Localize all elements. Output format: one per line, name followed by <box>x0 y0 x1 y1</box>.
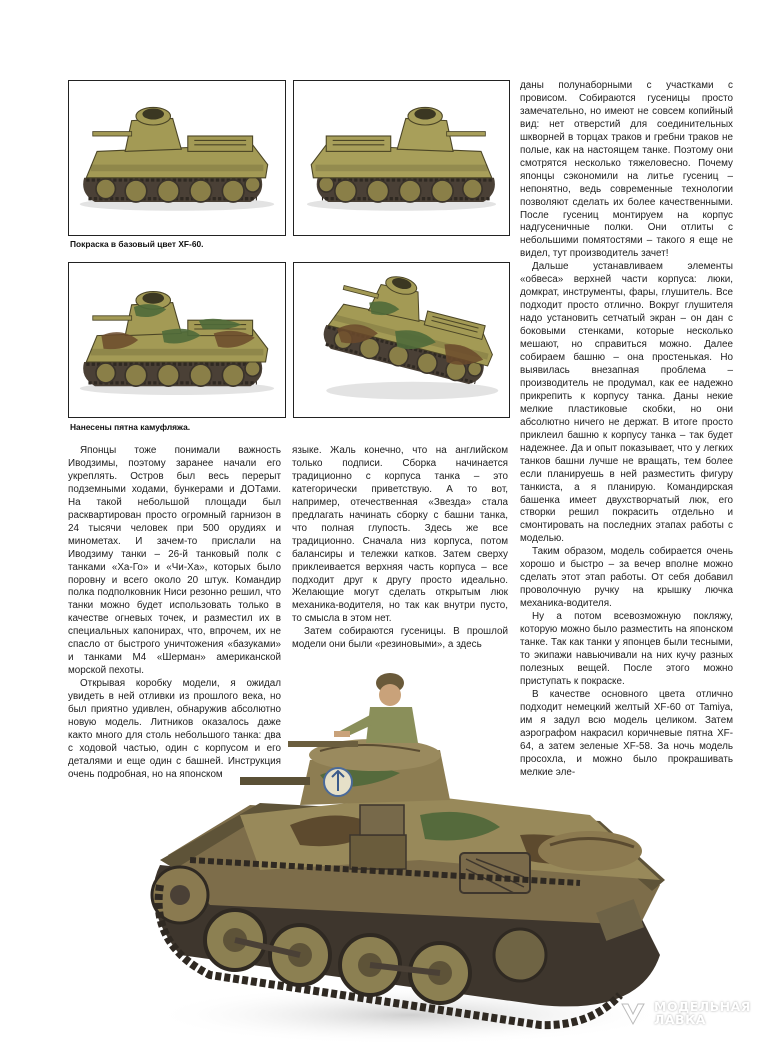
tank-model-image <box>294 263 509 417</box>
paragraph: языке. Жаль конечно, что на английском только подписи. Сборка начинается традиционно с корпуса танка – это категорически приветствую. А то вот, например, отечественная «Звезда» стала предлагать начинать сборку с башни танка, что полная глупость. Здесь же все традиционно. Сначала низ корпуса, потом балансиры и тележки катков. Затем сверху приклеивается верхняя часть корпуса – все подходит друг к другу просто идеально. Желающие могут сделать открытым люк механика-водителя, но так как внутри пусто, то смысла в этом нет. <box>292 445 508 625</box>
article-column-2 <box>292 445 508 652</box>
paragraph: Японцы тоже понимали важность Иводзимы, поэтому заранее начали его укреплять. Остров был весь перерыт подземными ходами, бункерами и ДОТами. На такой небольшой площади был расквартирован просто огромный гарнизон в 24 тысячи человек при 500 орудиях и минометах. И зачем-то прислали на Иводзиму танки – 26-й танковый полк с танками «Ха-Го» и «Чи-Ха», которых было поровну и всего около 20 штук. Командир полка подполковник Ниси резонно решил, что танки можно будет использовать только в качестве огневых точек, и разместил их в специальных капонирах, что, впрочем, их не спасло от быстрого уничтожения «базуками» и танками М4 «Шерман» американской морской пехоты. <box>68 445 281 677</box>
paragraph: даны полунаборными с участками с провисом. Собираются гусеницы просто замечательно, но имеют не совсем копийный вид: нет отверстий для соединительных шкворней в торцах траков и гребни траков не полые, как на настоящем танке. Поэтому они смотрятся несколько тяжеловесно. Почему японцы сэкономили на литье гусениц – непонятно, ведь современные технологии позволяют сделать их более качественными. После гусениц монтируем на корпус надгусеничные полки. Они отлиты с небольшими помятостями – такого я еще не видел, тут производитель зачет! <box>520 80 733 260</box>
photo-camo-angle <box>293 262 510 418</box>
tank-model-image <box>294 81 509 235</box>
tank-model-image <box>69 263 285 417</box>
photo-camo-side <box>68 262 286 418</box>
watermark <box>618 998 751 1028</box>
watermark-line-1: МОДЕЛЬНАЯ <box>654 999 751 1014</box>
paragraph: Открывая коробку модели, я ожидал увидеть в ней отливки из прошлого века, но был приятно удивлен, обнаружив абсолютно новую модель. Литников оказалось даже както много для столь небольшого танка: два с ходовой частью, один с корпусом и его деталями и еще один с башней. Инструкция очень подробная, но на японском <box>68 678 281 780</box>
paragraph: Затем собираются гусеницы. В прошлой модели они были «резиновыми», а здесь <box>292 626 508 651</box>
finished-model-photo <box>120 655 680 1050</box>
caption-camo: Нанесены пятна камуфляжа. <box>70 422 191 432</box>
paragraph: Дальше устанавливаем элементы «обвеса» верхней части корпуса: люки, домкрат, инструменты, фары, глушитель. Все подходит просто отлично. Вокруг глушителя надо установить сетчатый экран – он дан с боковыми стенками, которые несколько мешают, но справиться можно. Далее собираем башню – она простенькая. Но выявилась внезапная проблема – производитель не продумал, как ее надежно прикрепить к корпусу танка. Даны некие мелкие пластиковые скобки, но они абсолютно ничего не держат. В итоге просто приклеил башню к корпусу танка – так будет надежнее. Да и опыт показывает, что у легких танков башни лучше не вращать, тем более если планируешь в ней разместить фигуру танкиста, а я планирую. Командирская башенка имеет двухстворчатый люк, его створки решил покрасить отдельно и смонтировать на последних этапах работы с моделью. <box>520 261 733 545</box>
photo-base-coat-side <box>68 80 286 236</box>
watermark-line-2: ЛАВКА <box>654 1012 706 1027</box>
paragraph: Ну а потом всевозможную покляжу, которую можно было разместить на японском танке. Так как танки у японцев были тесными, то экипажи навьючивали на них кучу разных полезных вещей. После этого можно приступать к покраске. <box>520 611 733 687</box>
photo-base-coat-front <box>293 80 510 236</box>
paragraph: Таким образом, модель собирается очень хорошо и быстро – за вечер вполне можно сделать этот этап работы. От себя добавил проволочную ручку на крышку лючка механика-водителя. <box>520 546 733 610</box>
tank-model-image <box>120 655 680 1050</box>
tank-model-image <box>69 81 285 235</box>
shop-logo-icon <box>618 998 648 1028</box>
paragraph: В качестве основного цвета отлично подходит немецкий желтый XF-60 от Tamiya, им я задул всю модель целиком. Затем аэрографом накрасил коричневые пятна XF-64, а затем зеленые XF-58. За ночь модель просохла, и можно было прокрашивать мелкие эле- <box>520 688 733 778</box>
caption-base-coat: Покраска в базовый цвет XF-60. <box>70 239 204 249</box>
